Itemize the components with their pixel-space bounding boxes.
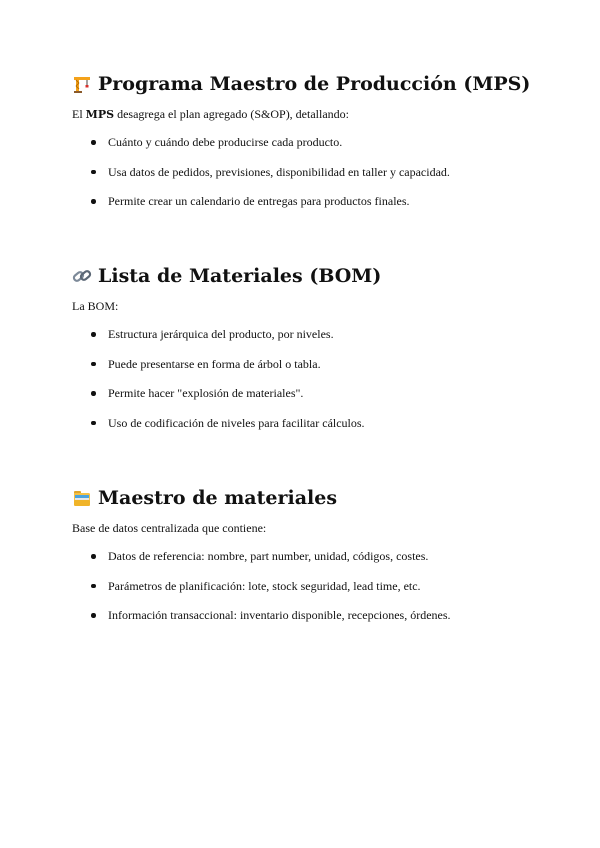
- section-intro-bom: La BOM:: [72, 299, 119, 313]
- bullet-icon: [91, 613, 96, 618]
- section-title-mps: Programa Maestro de Producción (MPS): [98, 73, 531, 95]
- list-item: Usa datos de pedidos, previsiones, disponibilidad en taller y capacidad.: [72, 165, 552, 195]
- list-item: Cuánto y cuándo debe producirse cada producto.: [72, 135, 552, 165]
- bullet-icon: [91, 140, 96, 145]
- bullet-list-bom: [72, 327, 552, 445]
- list-item: Uso de codificación de niveles para facilitar cálculos.: [72, 416, 552, 446]
- bullet-icon: [91, 391, 96, 396]
- bullet-list-mps: [72, 135, 552, 224]
- card-index-dividers-icon: [72, 488, 92, 508]
- section-intro-mps: El MPS desagrega el plan agregado (S&OP), detallando:: [72, 107, 349, 121]
- section-maestro-materiales: [72, 486, 552, 622]
- link-icon: [72, 266, 92, 286]
- list-item: Estructura jerárquica del producto, por niveles.: [72, 327, 552, 357]
- section-heading-maestro-materiales: [72, 486, 552, 510]
- intro-bold-term: MPS: [85, 108, 115, 121]
- construction-crane-icon: [72, 74, 92, 94]
- bullet-list-maestro-materiales: [72, 549, 552, 638]
- bullet-icon: [91, 362, 96, 367]
- bullet-icon: [91, 332, 96, 337]
- bullet-icon: [91, 421, 96, 426]
- bullet-icon: [91, 554, 96, 559]
- section-intro-maestro-materiales: Base de datos centralizada que contiene:: [72, 521, 267, 535]
- list-item: Permite hacer "explosión de materiales".: [72, 386, 552, 416]
- section-title-maestro-materiales: Maestro de materiales: [98, 487, 338, 509]
- bullet-icon: [91, 199, 96, 204]
- bullet-icon: [91, 584, 96, 589]
- section-bom: [72, 264, 552, 430]
- list-item: Datos de referencia: nombre, part number, unidad, códigos, costes.: [72, 549, 552, 579]
- list-item: Permite crear un calendario de entregas para productos finales.: [72, 194, 552, 224]
- bullet-icon: [91, 170, 96, 175]
- list-item: Parámetros de planificación: lote, stock seguridad, lead time, etc.: [72, 579, 552, 609]
- section-heading-mps: [72, 72, 552, 96]
- list-item: Información transaccional: inventario disponible, recepciones, órdenes.: [72, 608, 552, 638]
- section-title-bom: Lista de Materiales (BOM): [98, 265, 382, 287]
- list-item: Puede presentarse en forma de árbol o tabla.: [72, 357, 552, 387]
- section-heading-bom: [72, 264, 552, 288]
- section-mps: [72, 72, 552, 208]
